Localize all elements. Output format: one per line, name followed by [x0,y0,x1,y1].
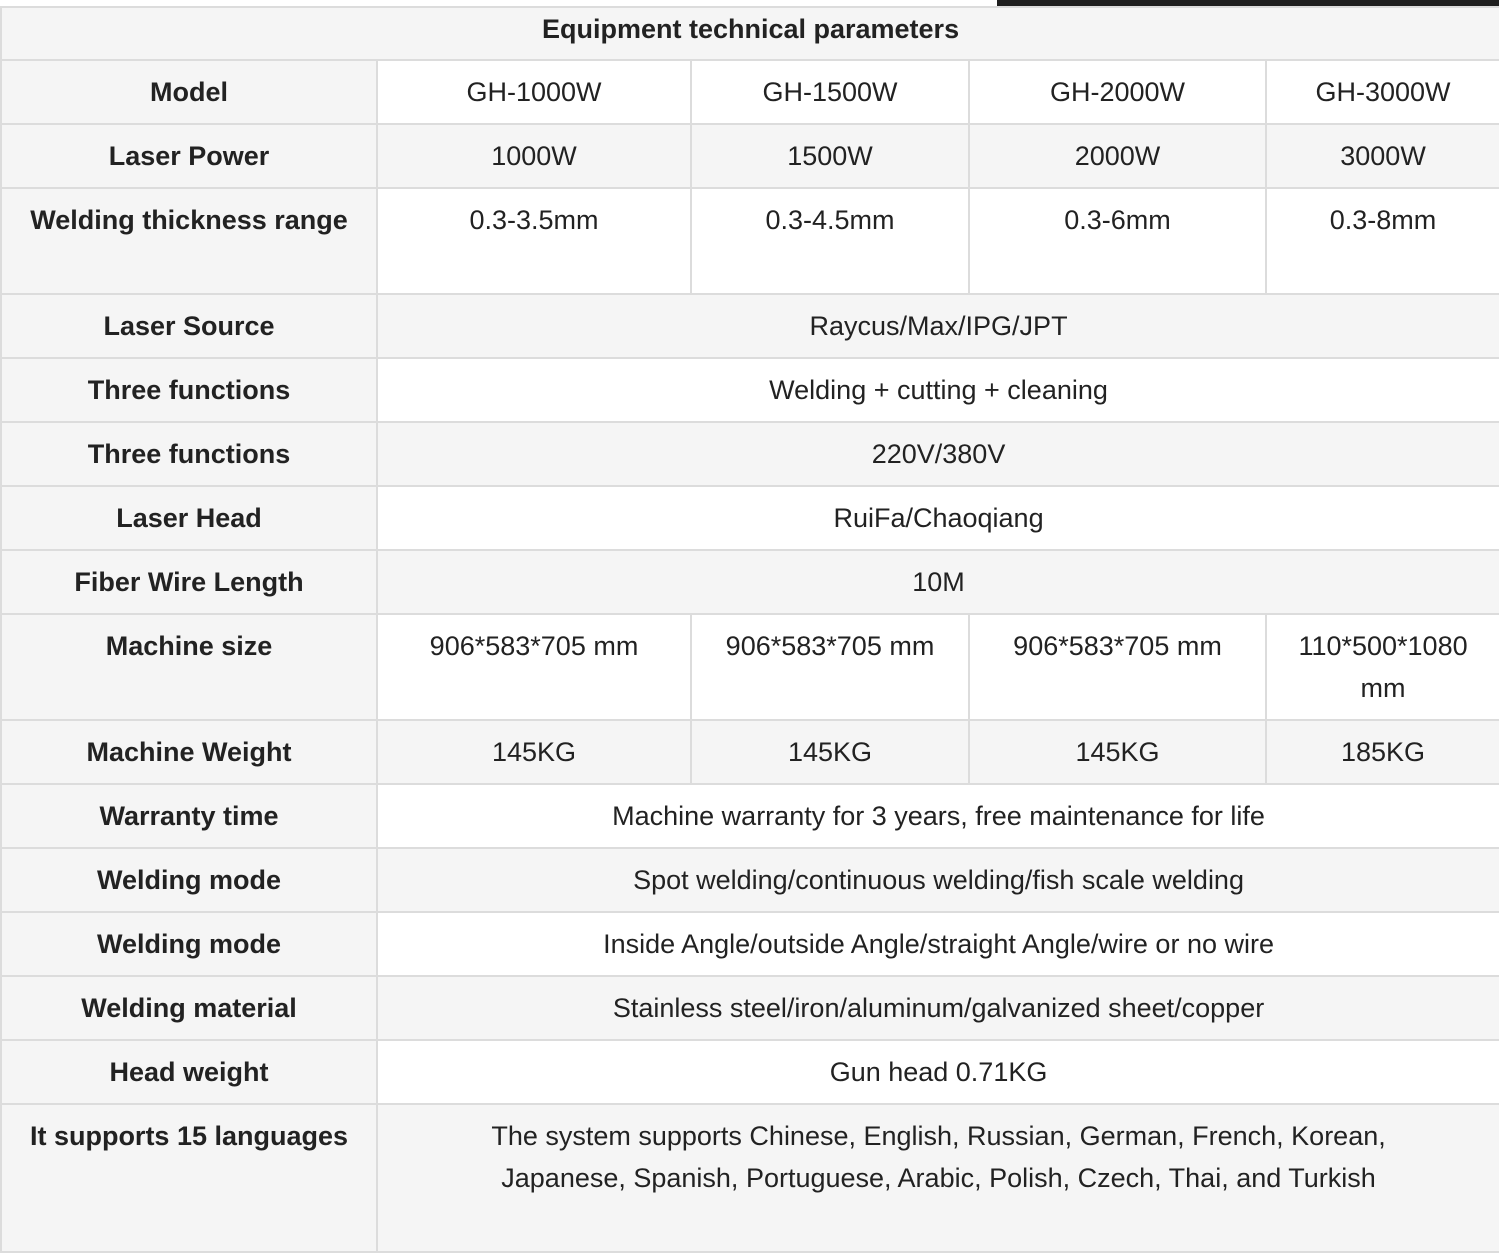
row-label: Three functions [1,358,377,422]
table-row [1,784,1499,848]
merged-cell: Stainless steel/iron/aluminum/galvanized sheet/copper [377,976,1499,1040]
merged-cell: RuiFa/Chaoqiang [377,486,1499,550]
table-cell: 145KG [377,720,691,784]
table-cell: 110*500*1080 mm [1266,614,1499,720]
table-row [1,188,1499,294]
row-label: Warranty time [1,784,377,848]
merged-cell: Spot welding/continuous welding/fish scale welding [377,848,1499,912]
table-row [1,124,1499,188]
table-row [1,486,1499,550]
table-cell: 0.3-4.5mm [691,188,969,294]
table-cell: 906*583*705 mm [377,614,691,720]
table-row [1,294,1499,358]
row-label: Model [1,60,377,124]
row-label: Welding thickness range [1,188,377,294]
table-cell: 906*583*705 mm [969,614,1266,720]
table-row [1,848,1499,912]
table-cell: 0.3-8mm [1266,188,1499,294]
table-cell: 1500W [691,124,969,188]
table-row [1,1040,1499,1104]
merged-cell: Gun head 0.71KG [377,1040,1499,1104]
table-cell: GH-1000W [377,60,691,124]
table-row [1,976,1499,1040]
row-label: Three functions [1,422,377,486]
table-title: Equipment technical parameters [1,7,1499,60]
equipment-parameters-table [0,6,1499,1253]
table-row [1,614,1499,720]
table-row [1,550,1499,614]
row-label: Welding mode [1,848,377,912]
table-cell: 3000W [1266,124,1499,188]
table-row [1,1104,1499,1252]
table-cell: 145KG [969,720,1266,784]
table-cell: 906*583*705 mm [691,614,969,720]
row-label: Head weight [1,1040,377,1104]
table-cell: 2000W [969,124,1266,188]
merged-cell: Welding + cutting + cleaning [377,358,1499,422]
row-label: Laser Power [1,124,377,188]
row-label: Welding material [1,976,377,1040]
table-cell: GH-1500W [691,60,969,124]
table-row [1,358,1499,422]
merged-cell: 220V/380V [377,422,1499,486]
row-label: Machine size [1,614,377,720]
row-label: Machine Weight [1,720,377,784]
table-cell: 185KG [1266,720,1499,784]
merged-cell: 10M [377,550,1499,614]
table-cell: 145KG [691,720,969,784]
table-cell: 1000W [377,124,691,188]
merged-cell: Raycus/Max/IPG/JPT [377,294,1499,358]
table-row [1,912,1499,976]
row-label: Laser Source [1,294,377,358]
table-row [1,720,1499,784]
table-cell: GH-2000W [969,60,1266,124]
row-label: Welding mode [1,912,377,976]
table-cell: 0.3-3.5mm [377,188,691,294]
merged-cell: Machine warranty for 3 years, free maintenance for life [377,784,1499,848]
table-cell: GH-3000W [1266,60,1499,124]
merged-cell: The system supports Chinese, English, Russian, German, French, Korean, Japanese, Spanish, Portuguese, Arabic, Polish, Czech, Thai, and Turkish [377,1104,1499,1252]
table-row [1,422,1499,486]
table-cell: 0.3-6mm [969,188,1266,294]
merged-cell: Inside Angle/outside Angle/straight Angle/wire or no wire [377,912,1499,976]
row-label: It supports 15 languages [1,1104,377,1252]
row-label: Fiber Wire Length [1,550,377,614]
row-label: Laser Head [1,486,377,550]
table-row [1,60,1499,124]
